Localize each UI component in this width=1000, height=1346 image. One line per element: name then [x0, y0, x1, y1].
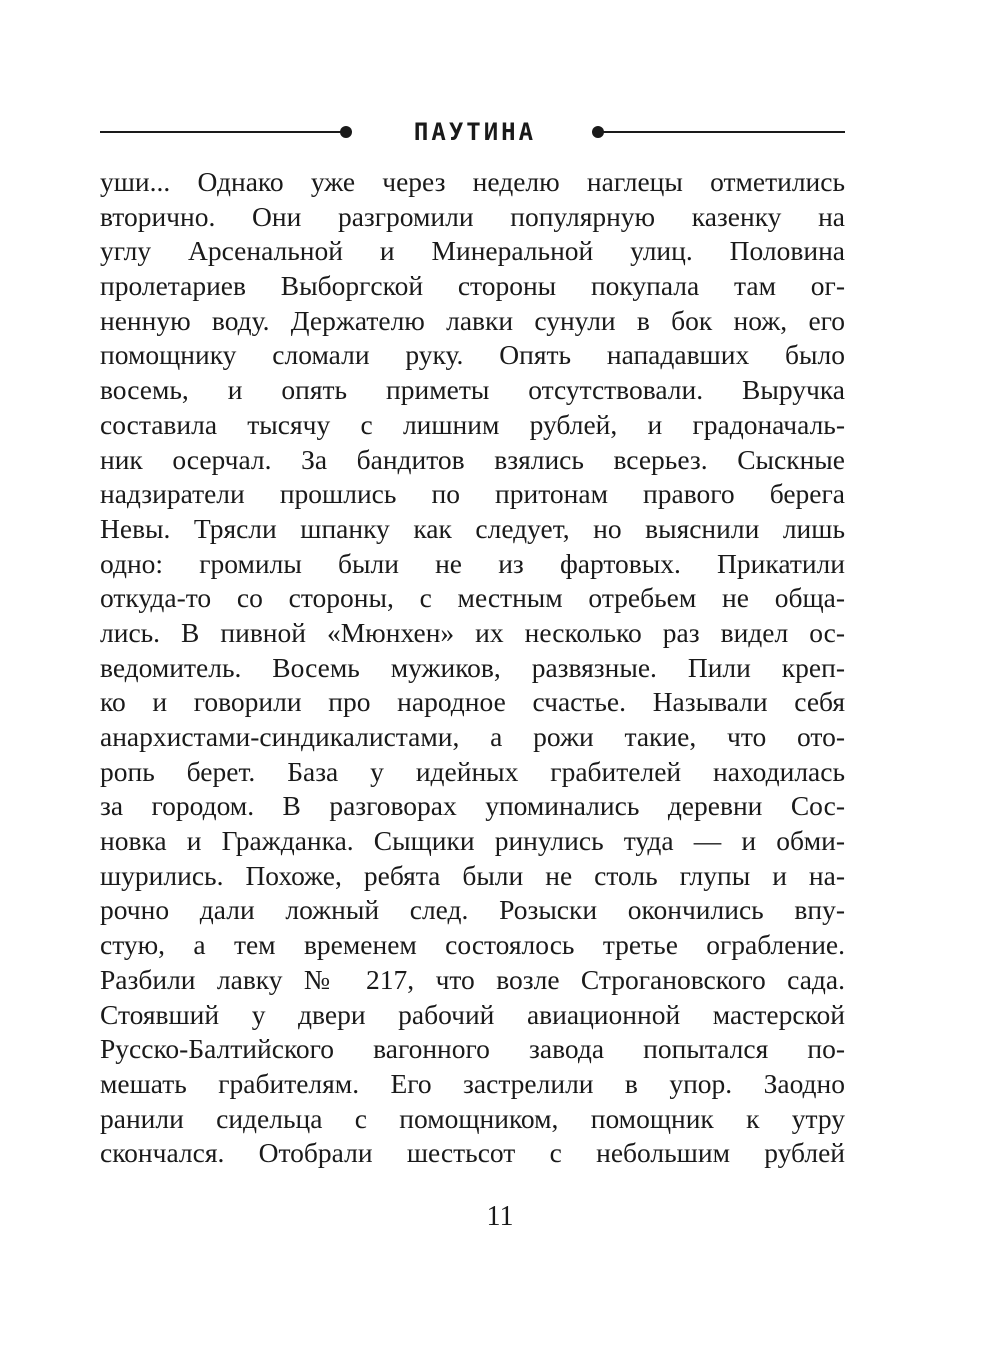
text-line: новка и Гражданка. Сыщики ринулись туда — и обми-: [100, 825, 845, 857]
text-line: рочно дали ложный след. Розыски окончились впу-: [100, 894, 845, 926]
text-line: Русско-Балтийского вагонного завода попытался по-: [100, 1033, 845, 1065]
text-line: лись. В пивной «Мюнхен» их несколько раз видел ос-: [100, 616, 845, 648]
text-line: ведомитель. Восемь мужиков, развязные. Пили креп-: [100, 651, 845, 683]
text-line: за городом. В разговорах упоминались деревни Сос-: [100, 790, 845, 822]
running-title: ПАУТИНА: [413, 118, 537, 146]
text-line: ненную воду. Держателю лавки сунули в бок нож, его: [100, 304, 845, 336]
text-line: откуда-то со стороны, с местным отребьем не обща-: [100, 582, 845, 614]
text-line: ко и говорили про народное счастье. Называли себя: [100, 686, 845, 718]
page-number: 11: [486, 1201, 514, 1232]
text-line: анархистами-синдикалистами, а рожи такие, что ото-: [100, 721, 845, 752]
text-line: ропь берет. База у идейных грабителей находилась: [100, 755, 845, 787]
header-bullet-left: [340, 126, 352, 138]
text-line: мешать грабителям. Его застрелили в упор. Заодно: [100, 1067, 845, 1099]
text-line: одно: громилы были не из фартовых. Прикатили: [100, 547, 845, 579]
text-line: Невы. Трясли шпанку как следует, но выяснили лишь: [100, 512, 845, 544]
text-line: восемь, и опять приметы отсутствовали. Выручка: [100, 374, 845, 406]
body-text: [100, 165, 845, 1171]
text-line: углу Арсенальной и Минеральной улиц. Половина: [100, 235, 845, 267]
text-line: помощнику сломали руку. Опять нападавших было: [100, 339, 845, 371]
text-line: Стоявший у двери рабочий авиационной мастерской: [100, 998, 845, 1030]
running-header: [100, 112, 845, 152]
text-line: уши... Однако уже через неделю наглецы отметились: [100, 166, 845, 197]
text-line: ранили сидельца с помощником, помощник к утру: [100, 1102, 845, 1134]
text-line: скончался. Отобрали шестьсот с небольшим рублей: [100, 1137, 845, 1169]
text-line: надзиратели прошлись по притонам правого берега: [100, 478, 845, 510]
header-rule-left: [100, 131, 344, 133]
header-rule-right: [599, 131, 845, 133]
text-line: вторично. Они разгромили популярную казенку на: [100, 200, 845, 232]
text-line: ник осерчал. За бандитов взялись всерьез. Сыскные: [100, 443, 845, 475]
text-line: составила тысячу с лишним рублей, и градоначаль-: [100, 408, 845, 440]
text-line: стую, а тем временем состоялось третье ограбление.: [100, 929, 845, 961]
text-line: шурились. Похоже, ребята были не столь глупы и на-: [100, 859, 845, 891]
text-line: Разбили лавку № 217, что возле Строгановского сада.: [100, 963, 845, 995]
text-line: пролетариев Выборгской стороны покупала там ог-: [100, 270, 845, 302]
